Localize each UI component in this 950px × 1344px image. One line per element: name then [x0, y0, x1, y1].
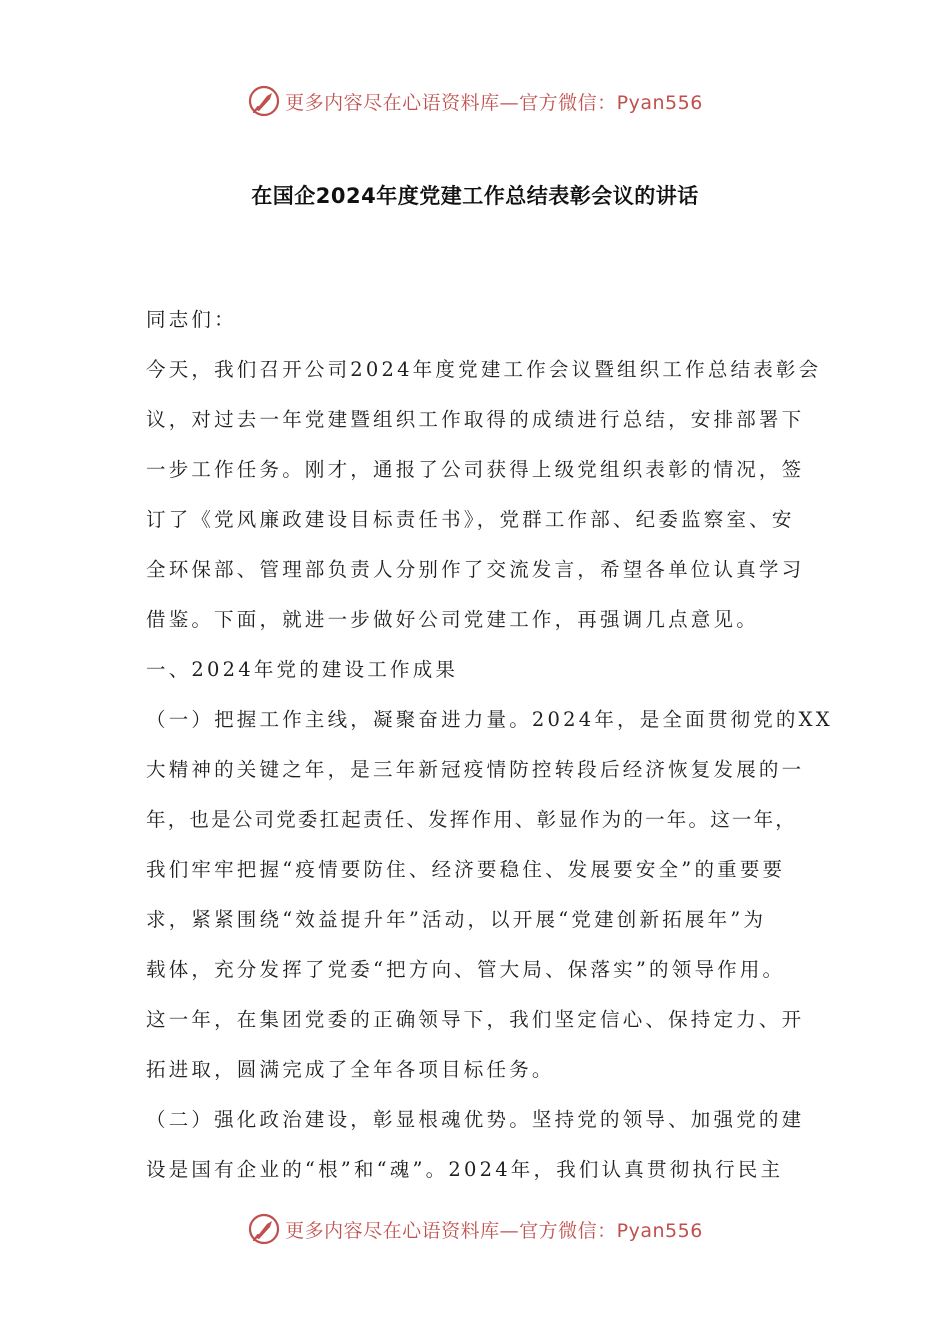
- text-line: 借鉴。下面，就进一步做好公司党建工作，再强调几点意见。: [146, 608, 759, 631]
- watermark-text: 更多内容尽在心语资料库—官方微信：Pyan556: [285, 1219, 703, 1242]
- watermark-header: [0, 84, 950, 118]
- text-line: 求，紧紧围绕“效益提升年”活动，以开展“党建创新拓展年”为: [146, 908, 767, 931]
- text-line: 今天，我们召开公司2024年度党建工作会议暨组织工作总结表彰会: [146, 358, 822, 381]
- document-title: 在国企2024年度党建工作总结表彰会议的讲话: [251, 184, 699, 208]
- text-line: 订了《党风廉政建设目标责任书》，党群工作部、纪委监察室、安: [146, 508, 795, 531]
- pen-nib-logo-icon: [247, 84, 281, 118]
- document-body: [146, 302, 833, 1202]
- text-line: 一步工作任务。刚才，通报了公司获得上级党组织表彰的情况，签: [146, 458, 805, 481]
- text-line: （一）把握工作主线，凝聚奋进力量。2024年，是全面贯彻党的XX: [146, 708, 833, 731]
- watermark-text: 更多内容尽在心语资料库—官方微信：Pyan556: [285, 91, 703, 114]
- text-line: 同志们：: [146, 308, 237, 331]
- text-line: 全环保部、管理部负责人分别作了交流发言，希望各单位认真学习: [146, 558, 805, 581]
- text-line: 载体，充分发挥了党委“把方向、管大局、保落实”的领导作用。: [146, 958, 786, 981]
- text-line: 大精神的关键之年，是三年新冠疫情防控转段后经济恢复发展的一: [146, 758, 805, 781]
- text-line: （二）强化政治建设，彰显根魂优势。坚持党的领导、加强党的建: [146, 1108, 805, 1131]
- text-line: 这一年，在集团党委的正确领导下，我们坚定信心、保持定力、开: [146, 1008, 805, 1031]
- watermark-footer: [0, 1212, 950, 1246]
- text-line: 拓进取，圆满完成了全年各项目标任务。: [146, 1058, 555, 1081]
- section-heading: 一、2024年党的建设工作成果: [146, 658, 459, 681]
- pen-nib-logo-icon: [247, 1212, 281, 1246]
- text-line: 我们牢牢把握“疫情要防住、经济要稳住、发展要安全”的重要要: [146, 858, 786, 881]
- text-line: 年，也是公司党委扛起责任、发挥作用、彰显作为的一年。这一年，: [146, 808, 798, 831]
- text-line: 议，对过去一年党建暨组织工作取得的成绩进行总结，安排部署下: [146, 408, 805, 431]
- text-line: 设是国有企业的“根”和“魂”。2024年，我们认真贯彻执行民主: [146, 1158, 784, 1181]
